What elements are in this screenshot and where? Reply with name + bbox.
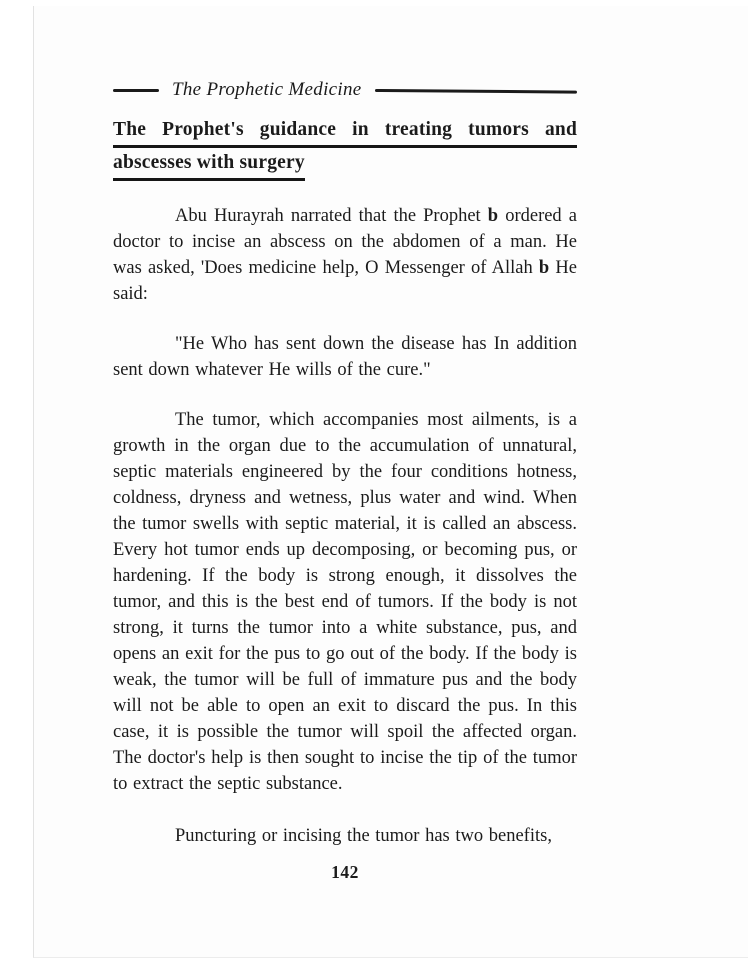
page-number: 142	[331, 862, 359, 882]
prophet-symbol: b	[538, 258, 550, 278]
paragraph-hadith-quote: "He Who has sent down the disease has In addition sent down whatever He wills of the cure."	[113, 334, 577, 380]
chapter-heading-line1: The Prophet's guidance in treating tumors and	[113, 118, 577, 148]
paragraph-tumor-explanation: The tumor, which accompanies most ailments, is a growth in the organ due to the accumulation of unnatural, septic materials engineered by the four conditions hotness, coldness, dryness and wetness, plus water and wind. When the tumor swells with septic material, it is called an abscess. Every hot tumor ends up decomposing, or becoming pus, or hardening. If the body is strong enough, it dissolves the tumor, and this is the best end of tumors. If the body is not strong, it turns the tumor into a white substance, pus, and opens an exit for the pus to go out of the body. If the body is weak, the tumor will be full of immature pus and the body will not be able to open an exit to discard the pus. In this case, it is possible the tumor will spoil the affected organ. The doctor's help is then sought to incise the tip of the tumor to extract the septic substance.	[113, 410, 577, 794]
prophet-symbol: b	[487, 206, 499, 226]
chapter-heading-line2: abscesses with surgery	[113, 151, 305, 181]
paragraph-hadith-intro	[113, 203, 577, 307]
hadith-intro-text-1: Abu Hurayrah narrated that the Prophet	[175, 206, 488, 226]
paragraph-puncturing-benefits: Puncturing or incising the tumor has two benefits,	[175, 826, 552, 846]
header-rule-right	[375, 89, 578, 94]
running-header	[113, 78, 577, 102]
chapter-heading	[113, 118, 577, 181]
running-title: The Prophetic Medicine	[172, 79, 362, 100]
header-rule-left	[113, 89, 159, 92]
book-page	[33, 6, 748, 958]
page-content	[34, 6, 577, 883]
hadith-intro-text-3: He said:	[113, 258, 577, 304]
hadith-intro-text-2: ordered a doctor to incise an abscess on the abdomen of a man. He was asked, 'Does medicine help, O Messenger of Allah	[113, 206, 577, 278]
